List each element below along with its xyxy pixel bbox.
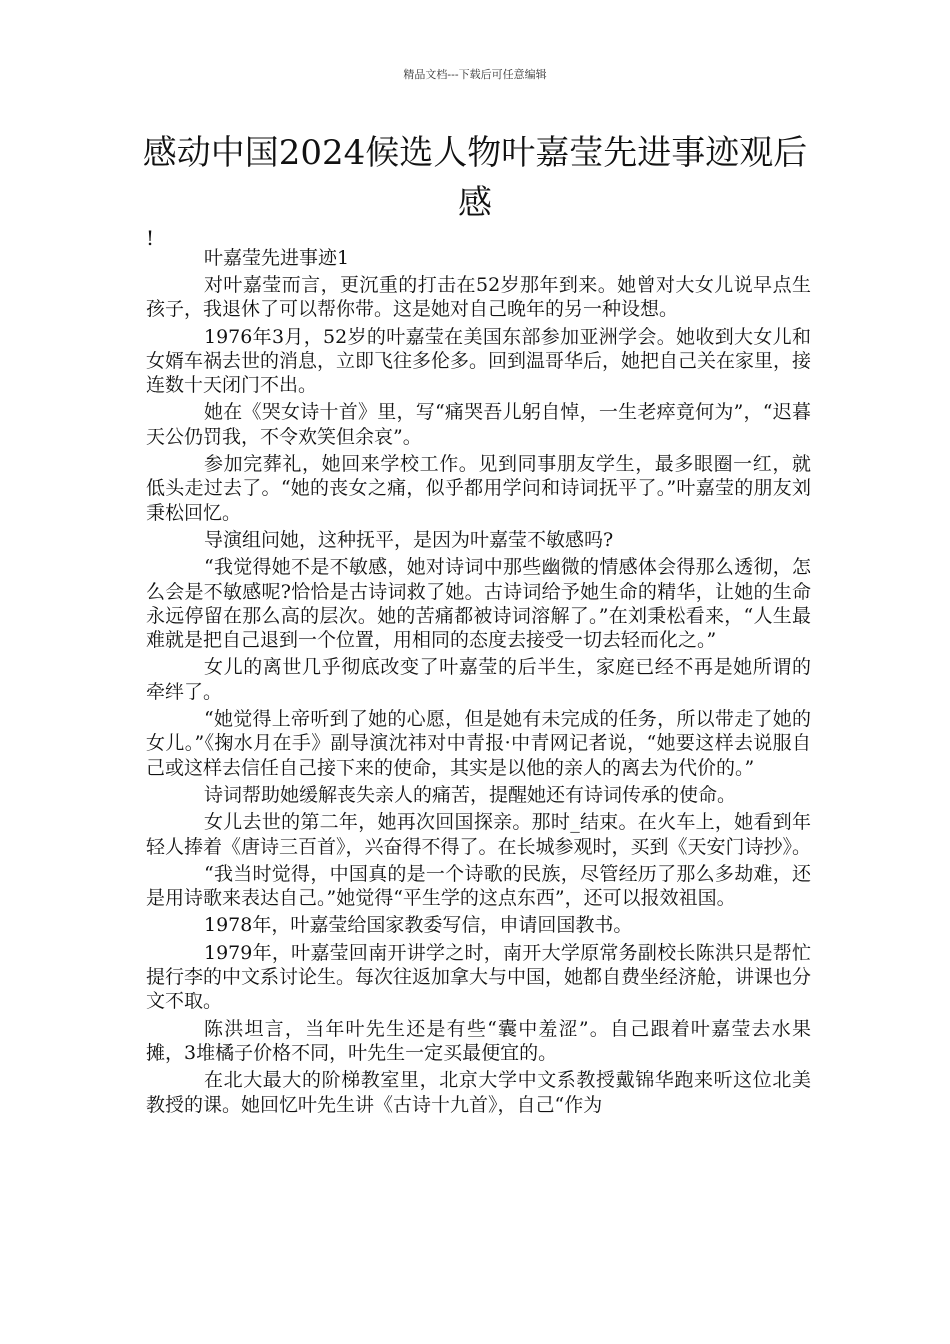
section-heading: 叶嘉莹先进事迹1 <box>204 247 350 269</box>
paragraph: 在北大最大的阶梯教室里，北京大学中文系教授戴锦华跑来听这位北美教授的课。她回忆叶先生讲《古诗十九首》，自己“作为 <box>146 1069 811 1116</box>
paragraph: “我觉得她不是不敏感，她对诗词中那些幽微的情感体会得那么透彻，怎么会是不敏感呢?恰恰是古诗词救了她。古诗词给予她生命的精华，让她的生命永远停留在那么高的层次。她的苦痛都被诗词溶解了。”在刘秉松看来，“人生最难就是把自己退到一个位置，用相同的态度去接受一切去轻而化之。” <box>146 556 811 652</box>
paragraph: 对叶嘉莹而言，更沉重的打击在52岁那年到来。她曾对大女儿说早点生孩子，我退休了可以帮你带。这是她对自己晚年的另一种设想。 <box>146 274 811 321</box>
paragraph: 女儿的离世几乎彻底改变了叶嘉莹的后半生，家庭已经不再是她所谓的牵绊了。 <box>146 656 811 703</box>
paragraph: “她觉得上帝听到了她的心愿，但是她有未完成的任务，所以带走了她的女儿。”《掬水月在手》副导演沈祎对中青报·中青网记者说，“她要这样去说服自己或这样去信任自己接下来的使命，其实是以他的亲人的离去为代价的。” <box>146 708 811 779</box>
paragraph: 参加完葬礼，她回来学校工作。见到同事朋友学生，最多眼圈一红，就低头走过去了。“她的丧女之痛，似乎都用学问和诗词抚平了。”叶嘉莹的朋友刘秉松回忆。 <box>146 453 811 524</box>
document-body <box>146 246 811 1120</box>
paragraph: 1978年，叶嘉莹给国家教委写信，申请回国教书。 <box>204 914 633 937</box>
exclamation-mark: ! <box>146 226 155 250</box>
paragraph: 她在《哭女诗十首》里，写“痛哭吾儿躬自悼，一生老瘁竟何为”，“迟暮天公仍罚我，不令欢笑但余哀”。 <box>146 401 811 448</box>
paragraph: 1976年3月，52岁的叶嘉莹在美国东部参加亚洲学会。她收到大女儿和女婿车祸去世的消息，立即飞往多伦多。回到温哥华后，她把自己关在家里，接连数十天闭门不出。 <box>146 325 812 397</box>
document-title: 感动中国2024候选人物叶嘉莹先进事迹观后感 <box>142 133 808 223</box>
paragraph: 1979年，叶嘉莹回南开讲学之时，南开大学原常务副校长陈洪只是帮忙提行李的中文系讨论生。每次往返加拿大与中国，她都自费坐经济舱，讲课也分文不取。 <box>146 941 812 1013</box>
paragraph: “我当时觉得，中国真的是一个诗歌的民族，尽管经历了那么多劫难，还是用诗歌来表达自己。”她觉得“平生学的这点东西”，还可以报效祖国。 <box>146 862 811 910</box>
paragraph: 女儿去世的第二年，她再次回国探亲。那时_结束。在火车上，她看到年轻人捧着《唐诗三百首》，兴奋得不得了。在长城参观时，买到《天安门诗抄》。 <box>146 811 812 858</box>
paragraph: 诗词帮助她缓解丧失亲人的痛苦，提醒她还有诗词传承的使命。 <box>204 783 737 806</box>
paragraph: 陈洪坦言，当年叶先生还是有些“囊中羞涩”。自己跟着叶嘉莹去水果摊，3堆橘子价格不同，叶先生一定买最便宜的。 <box>146 1017 811 1064</box>
header-note: 精品文档---下载后可任意编辑 <box>403 68 547 81</box>
paragraph: 导演组问她，这种抚平，是因为叶嘉莹不敏感吗? <box>204 528 614 551</box>
